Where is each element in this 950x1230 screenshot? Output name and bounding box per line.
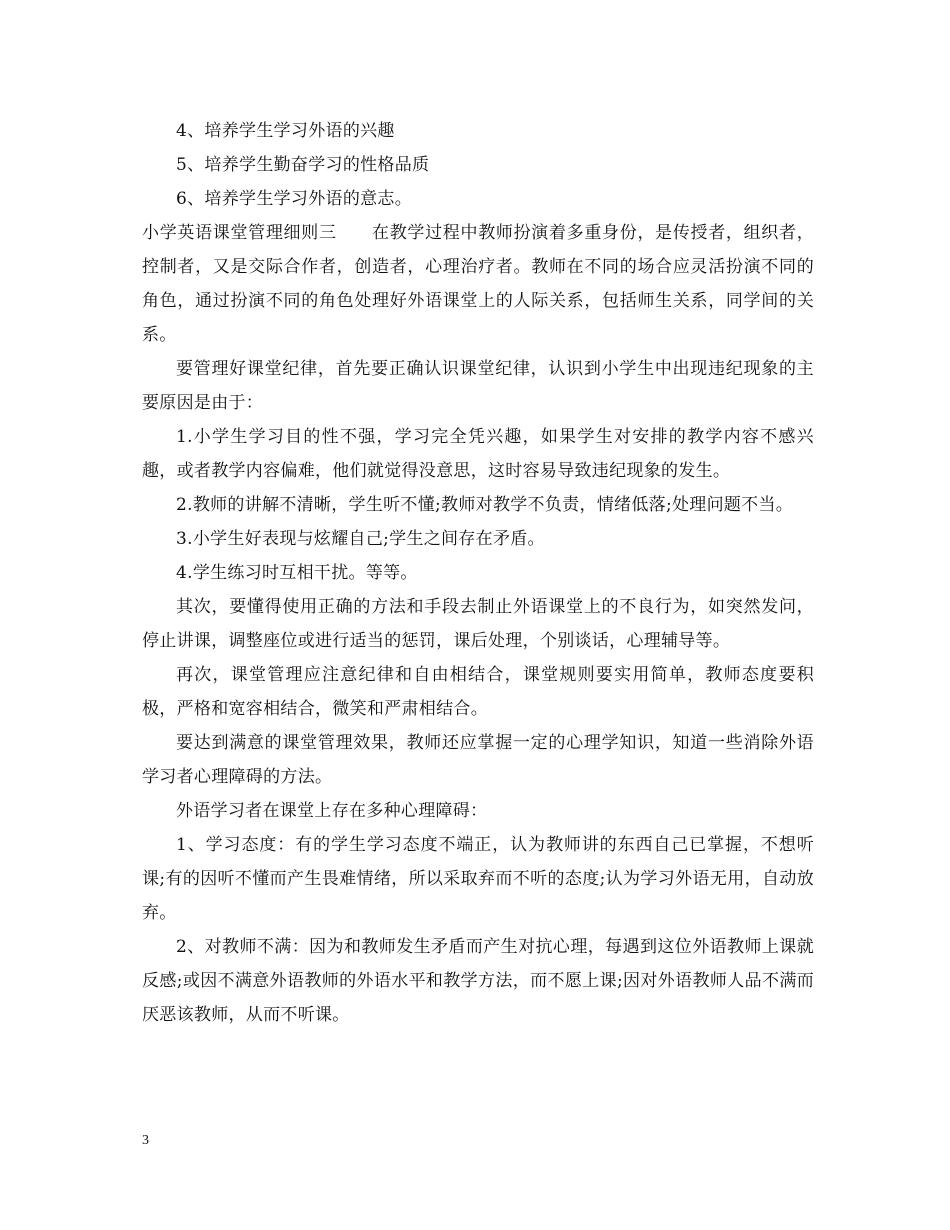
paragraph-reason-4: 4.学生练习时互相干扰。等等。 <box>176 563 418 583</box>
paragraph-psychology: 要达到满意的课堂管理效果，教师还应掌握一定的心理学知识，知道一些消除外语学习者心理障碍的方法。 <box>142 733 814 787</box>
paragraph-barrier-2: 2、对教师不满：因为和教师发生矛盾而产生对抗心理，每遇到这位外语教师上课就反感;或因不满意外语教师的外语水平和教学方法，而不愿上课;因对外语教师人品不满而厌恶该教师，从而不听课。 <box>142 937 814 1025</box>
paragraph-goal-6: 6、培养学生学习外语的意志。 <box>176 189 413 209</box>
paragraph-balance: 再次，课堂管理应注意纪律和自由相结合，课堂规则要实用简单，教师态度要积极，严格和宽容相结合，微笑和严肃相结合。 <box>142 665 814 719</box>
paragraph-reason-2: 2.教师的讲解不清晰，学生听不懂;教师对教学不负责，情绪低落;处理问题不当。 <box>176 495 794 515</box>
page-number: 3 <box>142 1133 149 1148</box>
paragraph-barrier-1: 1、学习态度：有的学生学习态度不端正，认为教师讲的东西自己已掌握，不想听课;有的因听不懂而产生畏难情绪，所以采取弃而不听的态度;认为学习外语无用，自动放弃。 <box>142 835 814 923</box>
paragraph-section-three: 小学英语课堂管理细则三 在教学过程中教师扮演着多重身份，是传授者，组织者，控制者，又是交际合作者，创造者，心理治疗者。教师在不同的场合应灵活扮演不同的角色，通过扮演不同的角色处理好外语课堂上的人际关系，包括师生关系，同学间的关系。 <box>142 223 814 345</box>
document-body <box>142 114 814 1032</box>
paragraph-goal-4: 4、培养学生学习外语的兴趣 <box>176 121 395 141</box>
paragraph-reason-1: 1.小学生学习目的性不强，学习完全凭兴趣，如果学生对安排的教学内容不感兴趣，或者教学内容偏难，他们就觉得没意思，这时容易导致违纪现象的发生。 <box>142 427 814 481</box>
paragraph-methods: 其次，要懂得使用正确的方法和手段去制止外语课堂上的不良行为，如突然发问，停止讲课，调整座位或进行适当的惩罚，课后处理，个别谈话，心理辅导等。 <box>142 597 814 651</box>
paragraph-discipline-intro: 要管理好课堂纪律，首先要正确认识课堂纪律，认识到小学生中出现违纪现象的主要原因是由于： <box>142 359 814 413</box>
paragraph-reason-3: 3.小学生好表现与炫耀自己;学生之间存在矛盾。 <box>176 529 545 549</box>
paragraph-goal-5: 5、培养学生勤奋学习的性格品质 <box>176 155 430 175</box>
paragraph-barriers-intro: 外语学习者在课堂上存在多种心理障碍： <box>176 801 488 821</box>
